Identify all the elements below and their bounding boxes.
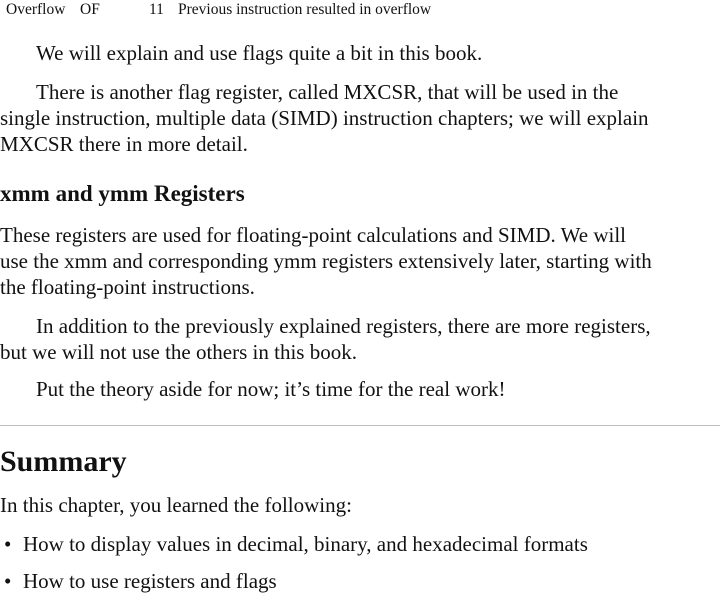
flag-abbr: OF (80, 1, 100, 18)
flag-description: Previous instruction resulted in overflow (178, 1, 432, 18)
xmm-paragraph-line-3: the floating-point instructions. (0, 275, 255, 299)
mxcsr-paragraph-line-2: single instruction, multiple data (SIMD) instruction chapters; we will explain (0, 106, 649, 130)
mxcsr-paragraph-line-3: MXCSR there in more detail. (0, 132, 248, 156)
bullet-icon: • (4, 532, 12, 556)
more-registers-line-2: but we will not use the others in this book. (0, 340, 357, 364)
summary-heading: Summary (0, 445, 127, 478)
summary-item-text: How to use registers and flags (23, 569, 277, 593)
flag-bit: 11 (149, 1, 164, 18)
xmm-paragraph-line-2: use the xmm and corresponding ymm registers extensively later, starting with (0, 249, 652, 273)
summary-item-text: How to display values in decimal, binary, and hexadecimal formats (23, 532, 588, 556)
theory-aside-paragraph: Put the theory aside for now; it’s time for the real work! (36, 377, 506, 401)
summary-intro: In this chapter, you learned the following: (0, 493, 352, 517)
flags-intro-paragraph: We will explain and use flags quite a bit in this book. (36, 41, 483, 65)
more-registers-line-1: In addition to the previously explained registers, there are more registers, (36, 314, 651, 338)
flag-name: Overflow (6, 1, 66, 18)
section-heading-xmm: xmm and ymm Registers (0, 181, 245, 206)
mxcsr-paragraph-line-1: There is another flag register, called MXCSR, that will be used in the (36, 80, 619, 104)
section-divider (0, 425, 720, 426)
xmm-paragraph-line-1: These registers are used for floating-point calculations and SIMD. We will (0, 223, 627, 247)
bullet-icon: • (4, 569, 12, 593)
